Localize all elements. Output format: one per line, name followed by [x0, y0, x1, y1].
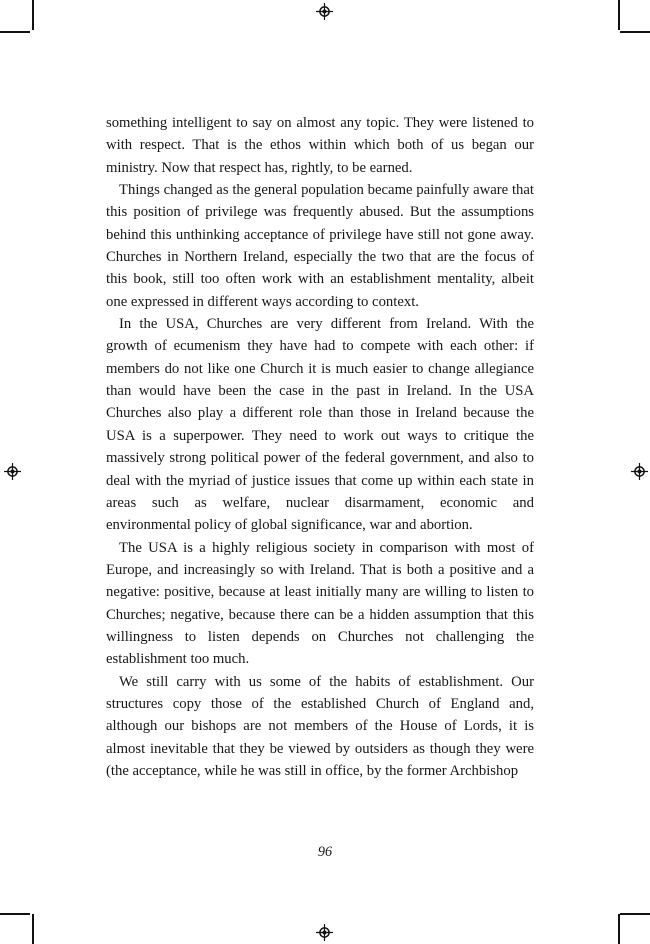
- paragraph: something intelligent to say on almost any topic. They were listened to with respect. That is the ethos within which both of us began our ministry. Now that respect has, rightly, to be earned.: [106, 115, 534, 176]
- registration-target-icon-right: [631, 463, 648, 480]
- body-text-column: [106, 112, 534, 782]
- crop-mark-top-right-vertical: [618, 0, 620, 30]
- paragraph: The USA is a highly religious society in comparison with most of Europe, and increasingly so with Ireland. That is both a positive and a negative: positive, because at least initially many are willing to listen to Churches; negative, because there can be a hidden assumption that this willingness to listen depends on Churches not challenging the establishment too much.: [106, 539, 534, 668]
- registration-target-icon-bottom: [316, 924, 333, 941]
- paragraph: In the USA, Churches are very different from Ireland. With the growth of ecumenism they have had to compete with each other: if members do not like one Church it is much easier to change allegiance than would have been the case in the past in Ireland. In the USA Churches also play a different role than those in Ireland because the USA is a superpower. They need to work out ways to critique the massively strong political power of the federal government, and also to deal with the myriad of justice issues that come up within each state in areas such as welfare, nuclear disarmament, economic and environmental policy of global significance, war and abortion.: [106, 316, 534, 534]
- crop-mark-top-right-horizontal: [620, 31, 650, 33]
- crop-mark-bottom-right-horizontal: [620, 913, 650, 915]
- crop-mark-top-left-vertical: [32, 0, 34, 30]
- crop-mark-top-left-horizontal: [0, 31, 30, 33]
- page-number: 96: [317, 844, 333, 860]
- crop-mark-bottom-right-vertical: [618, 914, 620, 944]
- crop-mark-bottom-left-horizontal: [0, 913, 30, 915]
- paragraph: Things changed as the general population became painfully aware that this position of privilege was frequently abused. But the assumptions behind this unthinking acceptance of privilege have still not gone away. Churches in Northern Ireland, especially the two that are the focus of this book, still too often work with an establishment mentality, albeit one expressed in different ways according to context.: [106, 182, 534, 310]
- registration-target-icon-top: [316, 3, 333, 20]
- paragraph: We still carry with us some of the habits of establishment. Our structures copy those of the established Church of England and, although our bishops are not members of the House of Lords, it is almost inevitable that they be viewed by outsiders as though they were (the acceptance, while he was still in office, by the former Archbishop: [106, 673, 534, 779]
- crop-mark-bottom-left-vertical: [32, 914, 34, 944]
- registration-target-icon-left: [4, 463, 21, 480]
